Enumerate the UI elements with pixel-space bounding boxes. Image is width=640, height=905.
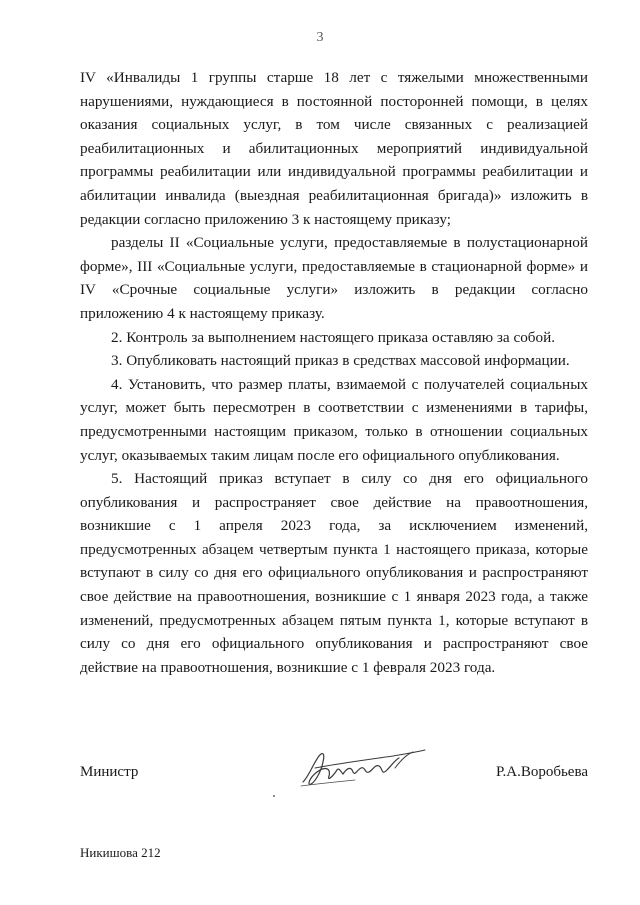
paragraph-item-4: 4. Установить, что размер платы, взимаемой с получателей социальных услуг, может быть пересмотрен в соответствии с изменениями в тарифы, предусмотренными настоящим приказом, только в отношении социальных услуг, оказываемых таким лицам после его официального опубликования. [80, 375, 588, 464]
signer-name: Р.А.Воробьева [496, 764, 588, 780]
signer-position: Министр [80, 764, 139, 780]
signature-block [80, 752, 588, 792]
paragraph-section-iv: IV «Инвалиды 1 группы старше 18 лет с тяжелыми множественными нарушениями, нуждающиеся в постоянной посторонней помощи, в целях оказания социальных услуг, в том числе связанных с реализацией реабилитационных и абилитационных мероприятий индивидуальной программы реабилитации или индивидуальной программы реабилитации и абилитации инвалида (выездная реабилитационная бригада)» изложить в редакции согласно приложению 3 к настоящему приказу; [80, 69, 588, 228]
paragraph-item-3: 3. Опубликовать настоящий приказ в средствах массовой информации. [111, 352, 570, 370]
paragraph-item-5: 5. Настоящий приказ вступает в силу со дня его официального опубликования и распространяет свое действие на правоотношения, возникшие с 1 апреля 2023 года, за исключением изменений, предусмотренных абзацем четвертым пункта 1 настоящего приказа, которые вступают в силу со дня его официального опубликования и распространяют свое действие на правоотношения, возникшие с 1 января 2023 года, а также изменений, предусмотренных абзацем пятым пункта 1, которые вступают в силу со дня его официального опубликования и распространяют свое действие на правоотношения, возникшие с 1 февраля 2023 года. [80, 470, 588, 676]
executor-note: Никишова 212 [80, 845, 161, 860]
scan-speck [273, 795, 275, 797]
paragraph-sections-ii-iii-iv: разделы II «Социальные услуги, предоставляемые в полустационарной форме», III «Социальные услуги, предоставляемые в стационарной форме» и IV «Срочные социальные услуги» изложить в редакции согласно приложению 4 к настоящему приказу. [80, 234, 588, 322]
handwritten-signature [295, 746, 430, 790]
paragraph-item-2: 2. Контроль за выполнением настоящего приказа оставляю за собой. [111, 328, 556, 346]
document-body [80, 66, 588, 679]
page-number: 3 [316, 30, 324, 45]
